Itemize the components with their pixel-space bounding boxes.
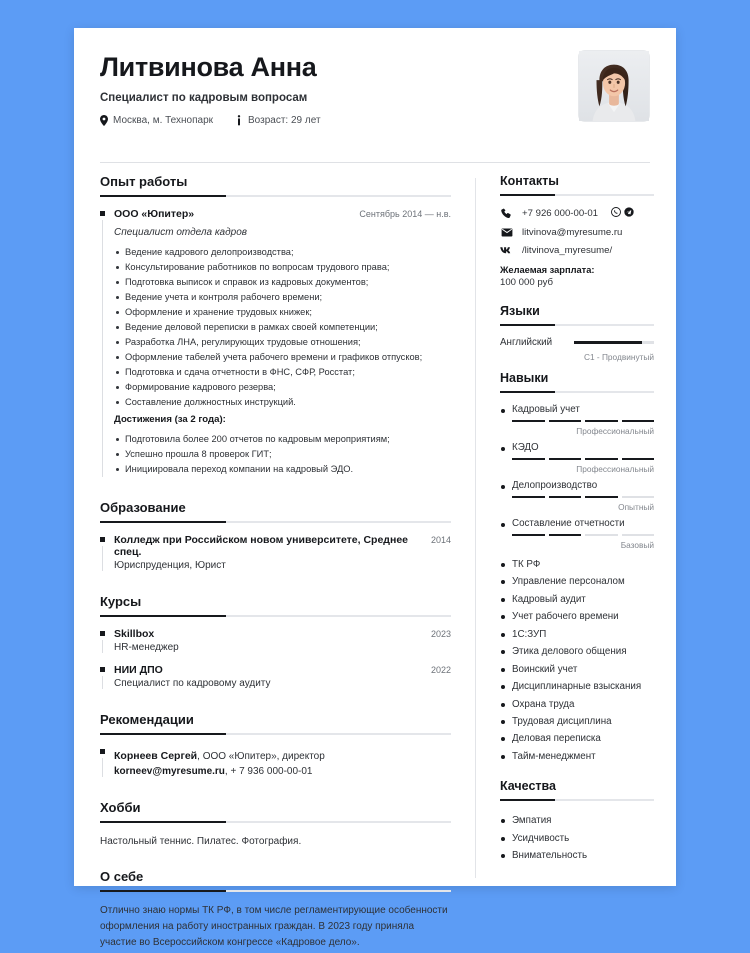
list-item: Подготовила более 200 отчетов по кадровым мероприятиям;	[114, 432, 451, 447]
course-provider: Skillbox	[114, 627, 155, 640]
telegram-icon[interactable]	[624, 207, 634, 220]
skill-level-segment	[622, 420, 655, 422]
course-entry	[100, 664, 451, 689]
recommender-contacts	[114, 766, 451, 777]
school-name: Колледж при Российском новом университете, Среднее спец.	[114, 533, 408, 558]
resume-page	[74, 28, 676, 949]
section-title-about: О себе	[100, 868, 144, 884]
section-experience	[100, 174, 451, 477]
vk-icon	[500, 246, 513, 255]
list-item: Подготовка выписок и справок из кадровых документов;	[114, 275, 451, 290]
duties-list	[114, 245, 451, 411]
skill-level-segment	[549, 534, 582, 536]
section-about	[100, 869, 451, 952]
section-rule	[500, 324, 654, 326]
skill-level-bar	[500, 420, 654, 422]
recommender-email[interactable]: korneev@myresume.ru	[114, 765, 225, 777]
section-recommendations	[100, 712, 451, 777]
list-item: 1С:ЗУП	[500, 626, 654, 643]
list-item: Оформление табелей учета рабочего времени и графиков отпусков;	[114, 350, 451, 365]
list-item: Инициировала переход компании на кадровый ЭДО.	[114, 462, 451, 477]
list-item: Ведение учета и контроля рабочего времени;	[114, 290, 451, 305]
skill-graded-item	[500, 518, 654, 550]
recommender-phone: , + 7 936 000-00-01	[224, 765, 313, 777]
recommender-position: , ООО «Юпитер», директор	[197, 750, 325, 762]
skill-level-bar	[500, 496, 654, 498]
header-meta	[100, 115, 321, 126]
course-year: 2022	[430, 664, 451, 675]
skill-level-segment	[512, 496, 545, 498]
list-item: Оформление и хранение трудовых книжек;	[114, 305, 451, 320]
achievements-list	[114, 432, 451, 477]
list-item: Консультирование работников по вопросам трудового права;	[114, 260, 451, 275]
list-item: Эмпатия	[500, 812, 654, 829]
employer-name: ООО «Юпитер»	[114, 208, 195, 220]
contact-phone-row[interactable]	[500, 207, 654, 220]
skill-graded-item	[500, 404, 654, 436]
envelope-icon	[500, 228, 513, 237]
salary-block	[500, 265, 654, 288]
list-item: ТК РФ	[500, 556, 654, 573]
list-item: Подготовка и сдача отчетности в ФНС, СФР, Росстат;	[114, 365, 451, 380]
section-title-contacts: Контакты	[500, 174, 559, 188]
messenger-badges	[611, 207, 634, 220]
section-contacts	[500, 174, 654, 288]
info-icon	[235, 115, 243, 126]
skill-level-bar	[500, 458, 654, 460]
section-title-experience: Опыт работы	[100, 174, 188, 189]
recommendation-entry	[100, 746, 451, 777]
list-item: Управление персоналом	[500, 573, 654, 590]
skill-level-segment	[585, 458, 618, 460]
location-item	[100, 115, 213, 126]
right-column	[476, 174, 676, 867]
job-title: Специалист по кадровым вопросам	[100, 92, 308, 105]
section-title-languages: Языки	[500, 304, 540, 318]
list-item: Этика делового общения	[500, 643, 654, 660]
skill-level-segment	[549, 420, 582, 422]
section-rule	[100, 821, 451, 823]
section-title-qualities: Качества	[500, 779, 557, 794]
header-text-block	[100, 50, 321, 126]
skill-level-segment	[585, 496, 618, 498]
list-item: Ведение кадрового делопроизводства;	[114, 245, 451, 260]
section-title-skills: Навыки	[500, 371, 549, 385]
list-item: Трудовая дисциплина	[500, 713, 654, 730]
about-text: Отлично знаю нормы ТК РФ, в том числе регламентирующие особенности оформления на работу иностранных граждан. В 2023 году приняла участие во Всероссийском конгрессе «Кадровое дело».	[100, 904, 448, 949]
list-item: Охрана труда	[500, 696, 654, 713]
vk-handle: /litvinova_myresume/	[522, 245, 613, 256]
skill-level-segment	[549, 496, 582, 498]
list-item: Формирование кадрового резерва;	[114, 380, 451, 395]
list-item: Кадровый аудит	[500, 591, 654, 608]
list-item: Деловая переписка	[500, 730, 654, 747]
left-column	[74, 174, 475, 953]
entry-header	[114, 208, 451, 220]
age-item	[235, 115, 321, 126]
skill-level-segment	[512, 534, 545, 536]
section-title-courses: Курсы	[100, 593, 142, 609]
recommender-line	[114, 746, 451, 764]
map-pin-icon	[100, 115, 108, 126]
contact-email-row[interactable]	[500, 227, 654, 238]
header-divider	[100, 162, 650, 163]
section-education	[100, 500, 451, 571]
entry-header	[114, 628, 451, 640]
section-rule	[100, 195, 451, 197]
section-skills	[500, 371, 654, 765]
skill-level-segment	[512, 458, 545, 460]
job-role: Специалист отдела кадров	[114, 227, 247, 238]
section-qualities	[500, 779, 654, 864]
phone-icon	[500, 208, 513, 219]
course-name: HR-менеджер	[114, 641, 179, 653]
list-item: Внимательность	[500, 847, 654, 864]
age-text: Возраст: 29 лет	[248, 115, 321, 127]
section-rule	[500, 391, 654, 393]
section-hobby	[100, 800, 451, 850]
language-level: C1 - Продвинутый	[583, 352, 654, 362]
education-specialty: Юриспруденция, Юрист	[114, 559, 226, 571]
skill-level-label: Профессиональный	[576, 464, 654, 474]
skill-level-segment	[549, 458, 582, 460]
list-item: Составление должностных инструкций.	[114, 395, 451, 410]
graduation-year: 2014	[430, 534, 451, 545]
achievements-title: Достижения (за 2 года):	[114, 413, 226, 425]
section-rule	[100, 890, 451, 892]
skill-level-segment	[622, 458, 655, 460]
list-item: Усидчивость	[500, 830, 654, 847]
education-entry	[100, 534, 451, 571]
section-rule	[100, 521, 451, 523]
list-item: Тайм-менеджмент	[500, 748, 654, 765]
salary-value: 100 000 руб	[500, 277, 553, 288]
skills-plain-list	[500, 556, 654, 765]
section-rule	[500, 799, 654, 801]
experience-entry	[100, 208, 451, 477]
employment-period: Сентябрь 2014 — н.в.	[359, 209, 451, 219]
skill-name: Кадровый учет	[500, 404, 654, 415]
contact-vk-row[interactable]	[500, 245, 654, 256]
skill-level-segment	[622, 534, 655, 536]
email-address: litvinova@myresume.ru	[522, 227, 623, 238]
whatsapp-icon[interactable]	[611, 207, 621, 220]
skill-level-bar	[500, 534, 654, 536]
list-item: Разработка ЛНА, регулирующих трудовые отношения;	[114, 335, 451, 350]
avatar	[578, 50, 650, 122]
list-item: Ведение деловой переписки в рамках своей компетенции;	[114, 320, 451, 335]
course-entry	[100, 628, 451, 653]
course-name: Специалист по кадровому аудиту	[114, 677, 271, 689]
skill-graded-item	[500, 442, 654, 474]
list-item: Дисциплинарные взыскания	[500, 678, 654, 695]
section-rule	[500, 194, 654, 196]
skill-level-segment	[585, 420, 618, 422]
skill-name: Делопроизводство	[500, 480, 654, 491]
section-title-recommendations: Рекомендации	[100, 711, 194, 727]
section-languages	[500, 304, 654, 362]
section-title-education: Образование	[100, 499, 186, 515]
course-year: 2023	[430, 628, 451, 639]
skill-name: Составление отчетности	[500, 518, 654, 529]
entry-header	[114, 534, 451, 558]
section-rule	[100, 733, 451, 735]
section-rule	[100, 615, 451, 617]
language-progress-bar	[574, 341, 654, 344]
salary-label: Желаемая зарплата:	[500, 265, 595, 275]
course-provider: НИИ ДПО	[114, 663, 163, 676]
skill-level-segment	[622, 496, 655, 498]
list-item: Успешно прошла 8 проверок ГИТ;	[114, 447, 451, 462]
skill-level-label: Базовый	[620, 540, 654, 550]
qualities-list	[500, 812, 654, 864]
list-item: Воинский учет	[500, 661, 654, 678]
phone-number: +7 926 000-00-01	[522, 208, 599, 219]
skill-name: КЭДО	[500, 442, 654, 453]
location-text: Москва, м. Технопарк	[113, 115, 214, 127]
skill-level-segment	[512, 420, 545, 422]
hobby-text: Настольный теннис. Пилатес. Фотография.	[100, 835, 302, 847]
language-row	[500, 337, 654, 348]
recommender-name: Корнеев Сергей	[114, 749, 198, 762]
section-title-hobby: Хобби	[100, 799, 141, 815]
resume-header	[74, 28, 676, 126]
page-title: Литвинова Анна	[100, 52, 317, 82]
list-item: Учет рабочего времени	[500, 608, 654, 625]
skill-graded-item	[500, 480, 654, 512]
skill-level-segment	[585, 534, 618, 536]
entry-header	[114, 664, 451, 676]
skill-level-label: Опытный	[618, 502, 654, 512]
language-name: Английский	[500, 337, 553, 348]
section-courses	[100, 594, 451, 689]
avatar-illustration	[579, 51, 649, 121]
skill-level-label: Профессиональный	[576, 426, 654, 436]
